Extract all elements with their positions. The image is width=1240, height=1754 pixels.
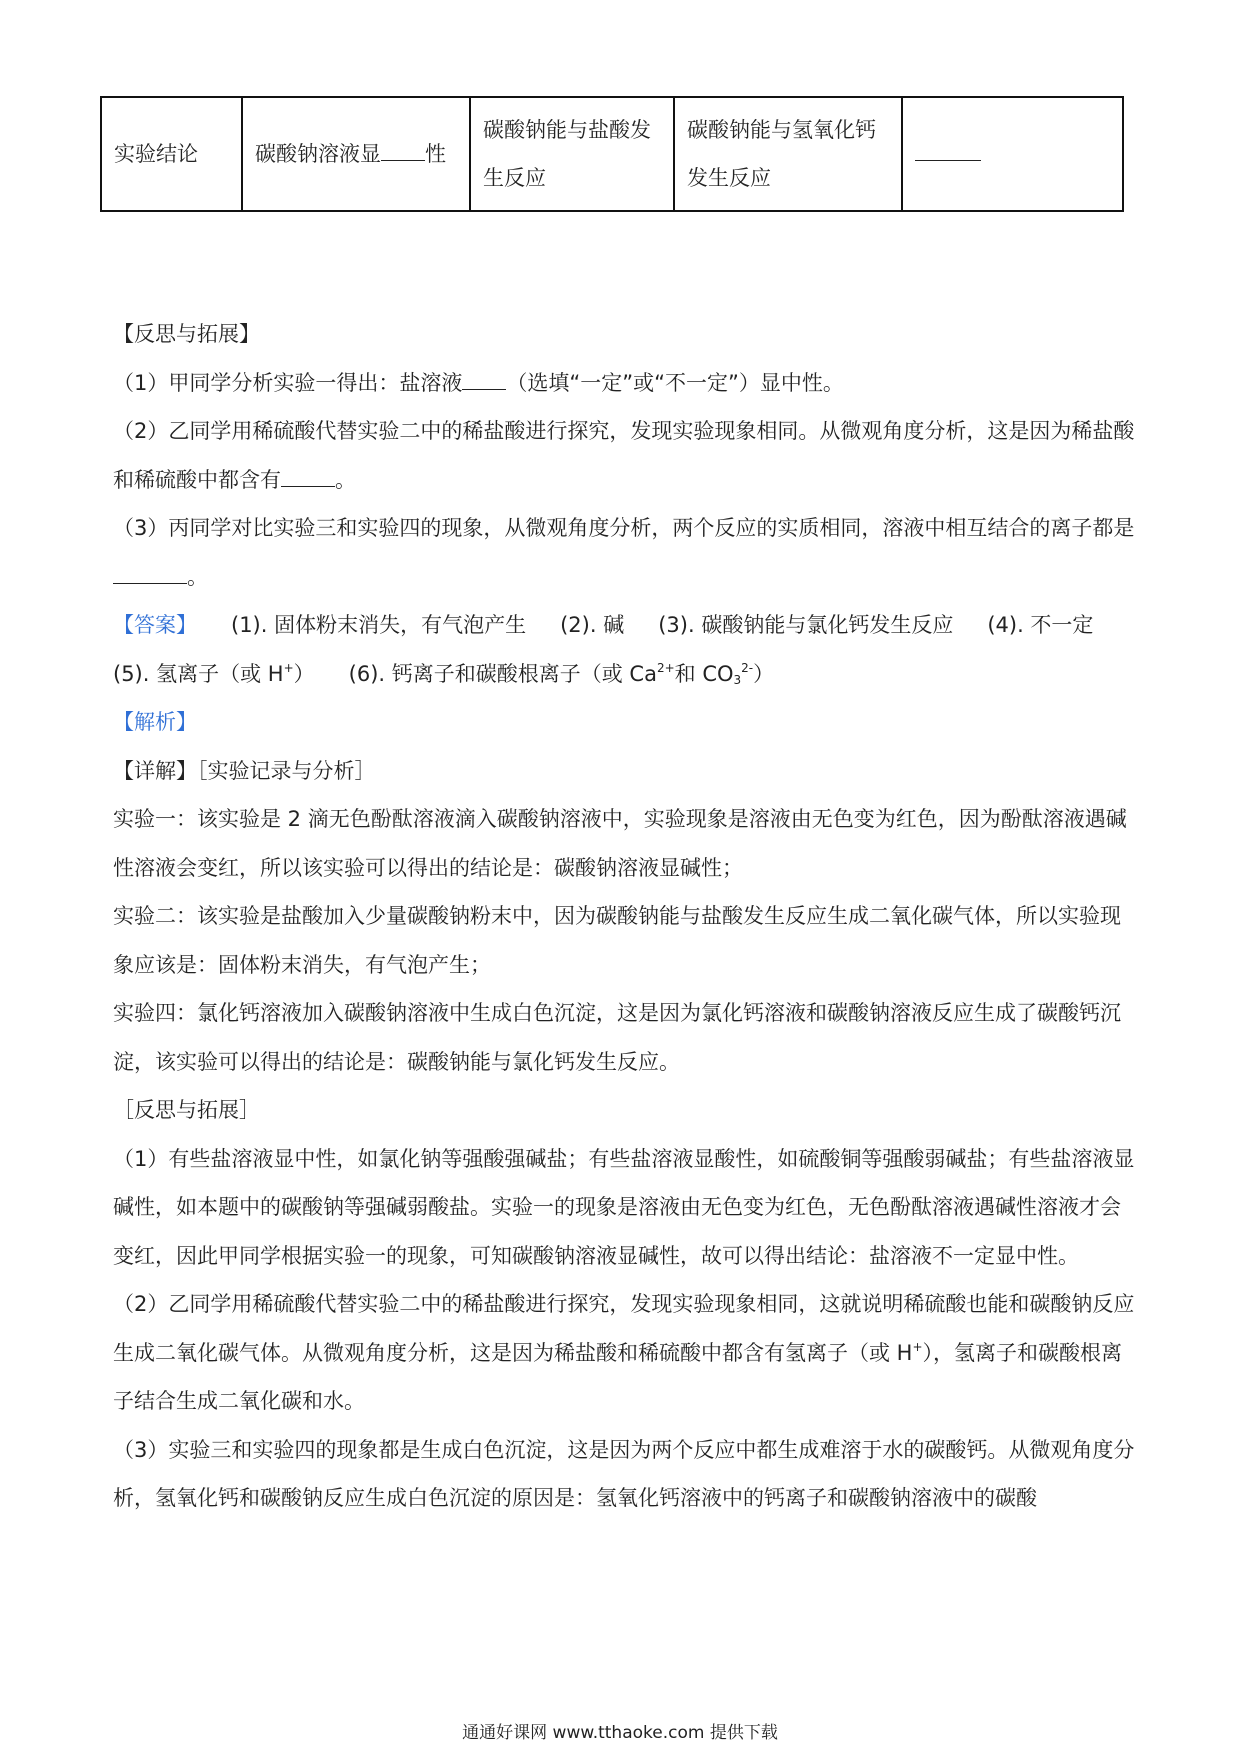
reflection-heading: 【反思与拓展】 bbox=[113, 322, 260, 346]
table-cell-conclusion-2: 碳酸钠能与盐酸发生反应 bbox=[471, 98, 675, 210]
question-1: （1）甲同学分析实验一得出：盐溶液 （选填“一定”或“不一定”）显中性。 bbox=[113, 359, 1138, 408]
detail-heading: 【详解】［实验记录与分析］ bbox=[113, 758, 376, 783]
table-cell-conclusion-4 bbox=[903, 98, 1122, 210]
answer-block: 【答案】 (1). 固体粉末消失，有气泡产生 (2). 碱 (3). 碳酸钠能与氯化钙发生反应 (4). 不一定(5). 氢离子（或 H+） (6). 钙离子和碳酸根离子（或 $Ca^{2+}$和 $CO_3^{2-}$） bbox=[113, 613, 1094, 687]
experiment-4-analysis: 实验四：氯化钙溶液加入碳酸钠溶液中生成白色沉淀，这是因为氯化钙溶液和碳酸钠溶液反应生成了碳酸钙沉淀，该实验可以得出的结论是：碳酸钠能与氯化钙发生反应。 bbox=[113, 1001, 1121, 1074]
reflection-answer-2: （2）乙同学用稀硫酸代替实验二中的稀盐酸进行探究，发现实验现象相同，这就说明稀硫酸也能和碳酸钠反应生成二氧化碳气体。从微观角度分析，这是因为稀盐酸和稀硫酸中都含有氢离子（或 H+），氢离子和碳酸根离子结合生成二氧化碳和水。 bbox=[113, 1292, 1135, 1413]
fill-blank bbox=[915, 138, 981, 161]
fill-blank bbox=[113, 561, 187, 584]
table-row-label: 实验结论 bbox=[102, 98, 243, 210]
experiment-1-analysis: 实验一：该实验是 2 滴无色酚酞溶液滴入碳酸钠溶液中，实验现象是溶液由无色变为红色，因为酚酞溶液遇碱性溶液会变红，所以该实验可以得出的结论是：碳酸钠溶液显碱性； bbox=[113, 807, 1127, 880]
table-cell-conclusion-1: 碳酸钠溶液显 性 bbox=[243, 98, 471, 210]
question-2: （2）乙同学用稀硫酸代替实验二中的稀盐酸进行探究，发现实验现象相同。从微观角度分析，这是因为稀盐酸和稀硫酸中都含有 。 bbox=[113, 419, 1135, 492]
reflection-answer-3: （3）实验三和实验四的现象都是生成白色沉淀，这是因为两个反应中都生成难溶于水的碳酸钙。从微观角度分析，氢氧化钙和碳酸钠反应生成白色沉淀的原因是：氢氧化钙溶液中的钙离子和碳酸钠溶液中的碳酸 bbox=[113, 1437, 1135, 1510]
experiment-conclusion-table bbox=[100, 96, 1124, 212]
page-footer: 通通好课网 www.tthaoke.com 提供下载 bbox=[462, 1723, 778, 1743]
analysis-label: 【解析】 bbox=[113, 710, 197, 734]
experiment-2-analysis: 实验二：该实验是盐酸加入少量碳酸钠粉末中，因为碳酸钠能与盐酸发生反应生成二氧化碳气体，所以实验现象应该是：固体粉末消失，有气泡产生； bbox=[113, 904, 1121, 977]
fill-blank bbox=[462, 367, 506, 390]
answer-label: 【答案】 bbox=[113, 613, 197, 637]
reflection-subheading: ［反思与拓展］ bbox=[113, 1098, 260, 1122]
fill-blank bbox=[281, 464, 335, 487]
reflection-answer-1: （1）有些盐溶液显中性，如氯化钠等强酸强碱盐；有些盐溶液显酸性，如硫酸铜等强酸弱碱盐；有些盐溶液显碱性，如本题中的碳酸钠等强碱弱酸盐。实验一的现象是溶液由无色变为红色，无色酚酞溶液遇碱性溶液才会变红，因此甲同学根据实验一的现象，可知碳酸钠溶液显碱性，故可以得出结论：盐溶液不一定显中性。 bbox=[113, 1146, 1135, 1268]
question-3: （3）丙同学对比实验三和实验四的现象，从微观角度分析，两个反应的实质相同，溶液中相互结合的离子都是。 bbox=[113, 516, 1135, 589]
fill-blank bbox=[381, 138, 425, 161]
table-cell-conclusion-3: 碳酸钠能与氢氧化钙发生反应 bbox=[675, 98, 903, 210]
document-body bbox=[113, 310, 1138, 1523]
